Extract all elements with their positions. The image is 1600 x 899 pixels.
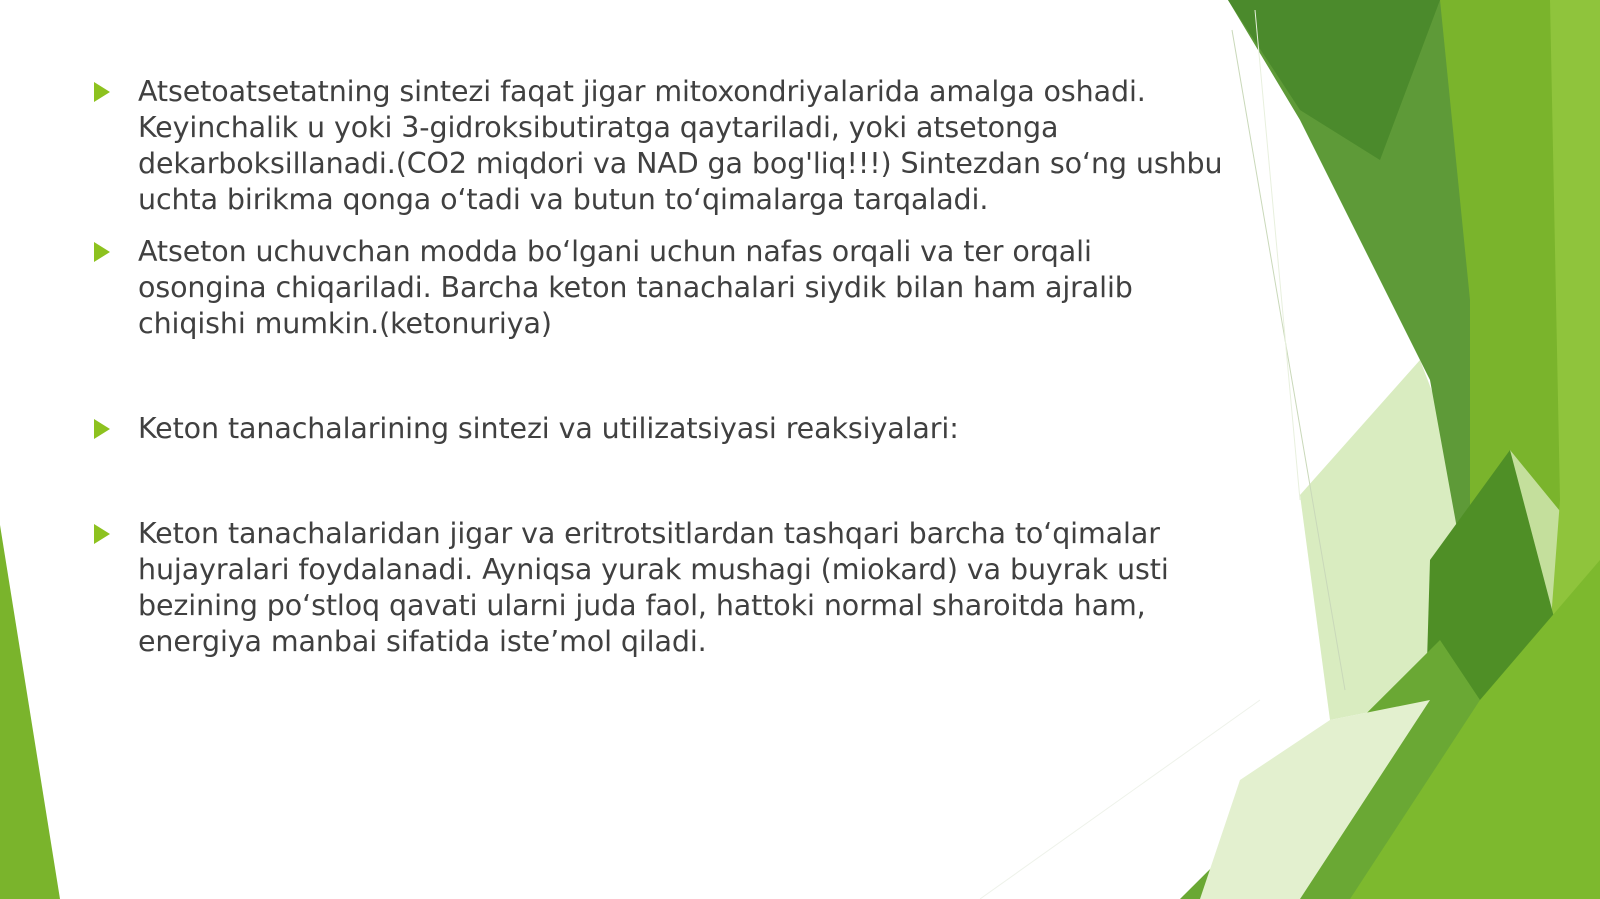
bullet-text-line: chiqishi mumkin.(ketonuriya) [138, 307, 552, 340]
left-green-sliver [0, 525, 60, 899]
bullet-item [92, 516, 1212, 660]
bullet-text-line: dekarboksillanadi.(CO2 miqdori va NAD ga bog'liq!!!) Sintezdan so‘ng ushbu [138, 147, 1223, 180]
bullet-triangle-icon [94, 242, 110, 262]
bullet-text-line: uchta birikma qonga o‘tadi va butun to‘qimalarga tarqaladi. [138, 183, 989, 216]
bullet-text-line: Keton tanachalarining sintezi va utilizatsiyasi reaksiyalari: [138, 412, 959, 445]
bullet-item [92, 234, 1212, 342]
bullet-triangle-icon [94, 82, 110, 102]
bullet-text-line: Keton tanachalaridan jigar va eritrotsitlardan tashqari barcha to‘qimalar [138, 517, 1160, 550]
bullet-text-line: hujayralari foydalanadi. Ayniqsa yurak mushagi (miokard) va buyrak usti [138, 553, 1169, 586]
bullet-triangle-icon [94, 524, 110, 544]
bullet-item [92, 411, 1212, 447]
bullet-triangle-icon [94, 419, 110, 439]
bullet-text-line: osongina chiqariladi. Barcha keton tanachalari siydik bilan ham ajralib [138, 271, 1133, 304]
bullet-text-line: Atsetoatsetatning sintezi faqat jigar mitoxondriyalarida amalga oshadi. [138, 75, 1146, 108]
bullet-item [92, 74, 1223, 218]
bullet-text-line: bezining po‘stloq qavati ularni juda faol, hattoki normal sharoitda ham, [138, 589, 1146, 622]
bullet-text-line: Atseton uchuvchan modda bo‘lgani uchun nafas orqali va ter orqali [138, 235, 1092, 268]
bullet-text-line: energiya manbai sifatida iste’mol qiladi. [138, 625, 707, 658]
bullet-list [92, 74, 1223, 660]
bullet-text-line: Keyinchalik u yoki 3-gidroksibutiratga qaytariladi, yoki atsetonga [138, 111, 1059, 144]
